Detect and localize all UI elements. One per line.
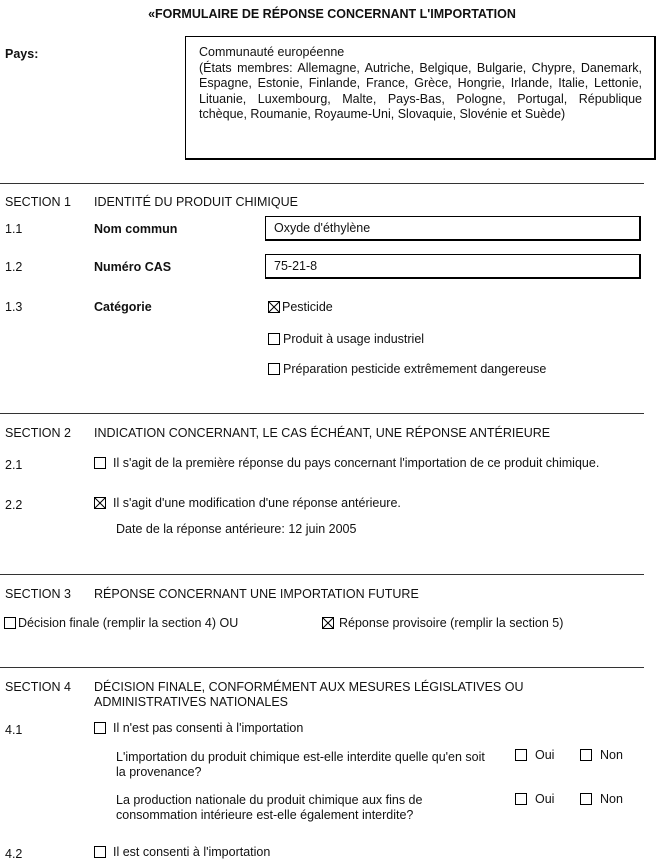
- member-states-list: (États membres: Allemagne, Autriche, Belgique, Bulgarie, Chypre, Danemark, Espagne, Estonie, Finlande, France, Grèce, Hongrie, Irlande, Italie, Lettonie, Lituanie, Luxembourg, Malte, Pays-Bas, Pologne, Portugal, République tchèque, Roumanie, Royaume-Uni, Slovaquie, Slovénie et Suède): [199, 60, 642, 121]
- field-number: 2.2: [5, 498, 23, 512]
- section3-number: SECTION 3: [5, 587, 71, 601]
- cas-number-field[interactable]: 75-21-8: [265, 254, 641, 279]
- category-option-pesticide[interactable]: [268, 300, 333, 314]
- pays-name: Communauté européenne: [199, 45, 345, 59]
- checkbox[interactable]: [515, 793, 527, 805]
- section1-number: SECTION 1: [5, 195, 71, 209]
- category-label: Catégorie: [94, 300, 152, 314]
- non-label: Non: [600, 792, 623, 806]
- cas-number-label: Numéro CAS: [94, 260, 172, 274]
- oui-label: Oui: [535, 792, 555, 806]
- checkbox[interactable]: [580, 749, 592, 761]
- field-number: 1.2: [5, 260, 23, 274]
- field-number: 1.3: [5, 300, 23, 314]
- option-label: Il s'agit de la première réponse du pays concernant l'importation de ce produit chimique.: [113, 456, 600, 470]
- pays-box: [185, 36, 656, 160]
- option-label: Préparation pesticide extrêmement dangereuse: [283, 362, 547, 376]
- common-name-label: Nom commun: [94, 222, 178, 236]
- question-domestic-production-prohibited: La production nationale du produit chimique aux fins de consommation intérieure est-elle également interdite?: [116, 793, 423, 822]
- form-title: «FORMULAIRE DE RÉPONSE CONCERNANT L'IMPORTATION: [148, 7, 516, 21]
- pays-label: Pays:: [5, 47, 39, 61]
- category-option-industrial[interactable]: [268, 332, 424, 346]
- option-label: Décision finale (remplir la section 4) OU: [18, 616, 239, 630]
- non-label: Non: [600, 748, 623, 762]
- first-response-option[interactable]: [94, 456, 599, 470]
- modification-option[interactable]: [94, 496, 401, 510]
- checkbox[interactable]: [268, 333, 280, 345]
- section3-title: RÉPONSE CONCERNANT UNE IMPORTATION FUTURE: [94, 587, 419, 601]
- checkbox-checked[interactable]: [322, 617, 334, 629]
- option-label: Pesticide: [282, 300, 333, 314]
- field-number: 4.2: [5, 847, 23, 861]
- checkbox[interactable]: [94, 457, 106, 469]
- section-divider: [0, 574, 644, 575]
- checkbox[interactable]: [94, 722, 106, 734]
- q2-non-option[interactable]: [580, 792, 623, 806]
- section-divider: [0, 183, 644, 184]
- q1-oui-option[interactable]: [515, 748, 554, 762]
- previous-response-date: Date de la réponse antérieure: 12 juin 2005: [116, 522, 357, 536]
- checkbox[interactable]: [515, 749, 527, 761]
- checkbox[interactable]: [94, 846, 106, 858]
- checkbox-checked[interactable]: [268, 301, 280, 313]
- option-label: Réponse provisoire (remplir la section 5): [339, 616, 564, 630]
- field-number: 2.1: [5, 458, 23, 472]
- interim-response-option[interactable]: [322, 616, 563, 630]
- section2-number: SECTION 2: [5, 426, 71, 440]
- import-consented-option[interactable]: [94, 845, 270, 859]
- option-label: Il n'est pas consenti à l'importation: [113, 721, 304, 735]
- checkbox[interactable]: [580, 793, 592, 805]
- checkbox[interactable]: [268, 363, 280, 375]
- q2-oui-option[interactable]: [515, 792, 554, 806]
- final-decision-option[interactable]: [4, 616, 238, 630]
- question-import-prohibited: L'importation du produit chimique est-elle interdite quelle qu'en soit la provenance?: [116, 750, 485, 779]
- q1-non-option[interactable]: [580, 748, 623, 762]
- section-divider: [0, 667, 644, 668]
- section4-title: DÉCISION FINALE, CONFORMÉMENT AUX MESURES LÉGISLATIVES OU ADMINISTRATIVES NATIONALES: [94, 680, 524, 709]
- checkbox[interactable]: [4, 617, 16, 629]
- checkbox-checked[interactable]: [94, 497, 106, 509]
- common-name-field[interactable]: Oxyde d'éthylène: [265, 216, 641, 241]
- category-option-dangerous-preparation[interactable]: [268, 362, 546, 376]
- option-label: Produit à usage industriel: [283, 332, 425, 346]
- import-not-consented-option[interactable]: [94, 721, 303, 735]
- section4-number: SECTION 4: [5, 680, 71, 694]
- section-divider: [0, 413, 644, 414]
- field-number: 1.1: [5, 222, 23, 236]
- section1-title: IDENTITÉ DU PRODUIT CHIMIQUE: [94, 195, 298, 209]
- option-label: Il s'agit d'une modification d'une réponse antérieure.: [113, 496, 401, 510]
- section2-title: INDICATION CONCERNANT, LE CAS ÉCHÉANT, UNE RÉPONSE ANTÉRIEURE: [94, 426, 551, 440]
- field-number: 4.1: [5, 723, 23, 737]
- option-label: Il est consenti à l'importation: [113, 845, 271, 859]
- oui-label: Oui: [535, 748, 555, 762]
